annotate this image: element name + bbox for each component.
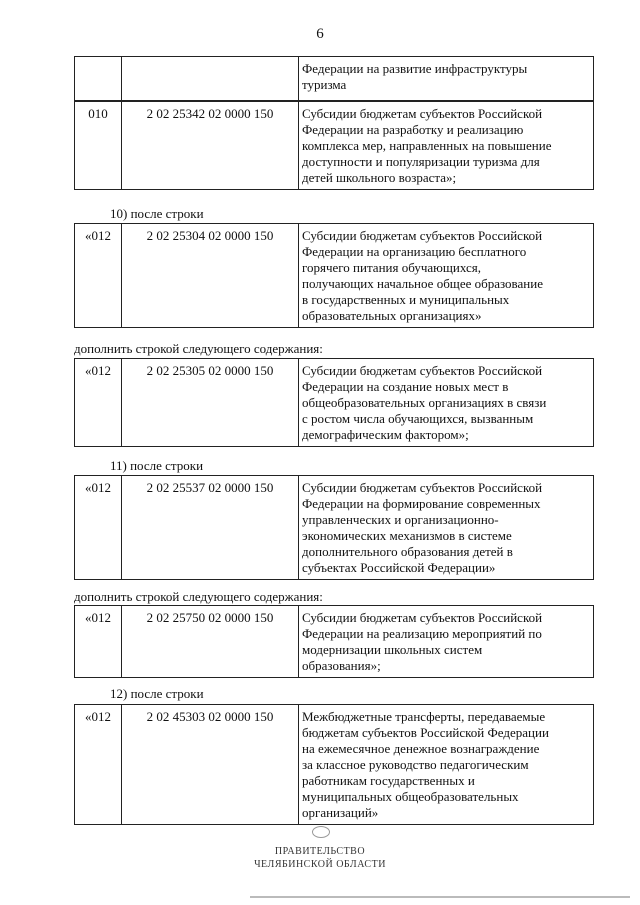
- code-cell: «012: [75, 606, 122, 678]
- table-row: [75, 102, 594, 190]
- description-line: Федерации на формирование современных: [302, 496, 541, 511]
- instruction-item-12: 12) после строки: [110, 686, 204, 701]
- description-line: с ростом числа обучающихся, вызванным: [302, 411, 534, 426]
- table-block-45303: [74, 704, 594, 825]
- instruction-fill-2: дополнить строкой следующего содержания:: [74, 589, 323, 604]
- description-line: Федерации на создание новых мест в: [302, 379, 509, 394]
- description-line: экономических механизмов в системе: [302, 528, 512, 543]
- code-cell: «012: [75, 224, 122, 328]
- description-line: субъектах Российской Федерации»: [302, 560, 496, 575]
- description-line: Субсидии бюджетам субъектов Российской: [302, 610, 543, 625]
- description-cell: [299, 606, 594, 678]
- table-row: [75, 705, 594, 825]
- description-line: работникам государственных и: [302, 773, 475, 788]
- description-line: на ежемесячное денежное вознаграждение: [302, 741, 540, 756]
- seal-mark-icon: [312, 826, 330, 838]
- kbk-cell: 2 02 25750 02 0000 150: [122, 606, 299, 678]
- description-line: образования»;: [302, 658, 381, 673]
- stamp-line-1: ПРАВИТЕЛЬСТВО: [274, 846, 366, 857]
- table-row: [75, 224, 594, 328]
- description-line: за классное руководство педагогическим: [302, 757, 529, 772]
- kbk-cell: 2 02 25305 02 0000 150: [122, 359, 299, 447]
- description-line: модернизации школьных систем: [302, 642, 483, 657]
- description-cell: [299, 57, 594, 101]
- description-line: Субсидии бюджетам субъектов Российской: [302, 228, 543, 243]
- code-cell: [75, 57, 122, 101]
- table-block-25304: [74, 223, 594, 328]
- description-line: Субсидии бюджетам субъектов Российской: [302, 480, 543, 495]
- description-line: Субсидии бюджетам субъектов Российской: [302, 106, 543, 121]
- table-block-25305: [74, 358, 594, 447]
- description-line: туризма: [302, 77, 347, 92]
- code-cell: 010: [75, 102, 122, 190]
- table-row: [75, 359, 594, 447]
- description-line: комплекса мер, направленных на повышение: [302, 138, 552, 153]
- description-line: демографическим фактором»;: [302, 427, 469, 442]
- table-row: [75, 606, 594, 678]
- description-cell: [299, 476, 594, 580]
- instruction-item-10: 10) после строки: [110, 206, 204, 221]
- description-cell: [299, 102, 594, 190]
- description-line: Субсидии бюджетам субъектов Российской: [302, 363, 543, 378]
- instruction-item-11: 11) после строки: [110, 458, 204, 473]
- description-cell: [299, 705, 594, 825]
- description-cell: [299, 359, 594, 447]
- description-line: общеобразовательных организациях в связи: [302, 395, 547, 410]
- kbk-cell: 2 02 45303 02 0000 150: [122, 705, 299, 825]
- code-cell: «012: [75, 476, 122, 580]
- description-line: организаций»: [302, 805, 379, 820]
- scan-edge-divider: [250, 896, 630, 898]
- description-line: горячего питания обучающихся,: [302, 260, 481, 275]
- description-line: управленческих и организационно-: [302, 512, 499, 527]
- description-line: муниципальных общеобразовательных: [302, 789, 519, 804]
- description-line: бюджетам субъектов Российской Федерации: [302, 725, 549, 740]
- description-line: доступности и популяризации туризма для: [302, 154, 540, 169]
- description-line: Межбюджетные трансферты, передаваемые: [302, 709, 546, 724]
- table-block-010: [74, 101, 594, 190]
- description-line: дополнительного образования детей в: [302, 544, 513, 559]
- code-cell: «012: [75, 359, 122, 447]
- kbk-cell: 2 02 25342 02 0000 150: [122, 102, 299, 190]
- description-line: получающих начальное общее образование: [302, 276, 543, 291]
- table-row: [75, 57, 594, 101]
- description-line: Федерации на реализацию мероприятий по: [302, 626, 542, 641]
- description-line: Федерации на разработку и реализацию: [302, 122, 524, 137]
- code-cell: «012: [75, 705, 122, 825]
- description-line: в государственных и муниципальных: [302, 292, 510, 307]
- table-block-25537: [74, 475, 594, 580]
- stamp-line-2: ЧЕЛЯБИНСКОЙ ОБЛАСТИ: [254, 859, 386, 870]
- description-cell: [299, 224, 594, 328]
- table-row: [75, 476, 594, 580]
- table-block-continuation: [74, 56, 594, 101]
- description-line: детей школьного возраста»;: [302, 170, 457, 185]
- kbk-cell: 2 02 25537 02 0000 150: [122, 476, 299, 580]
- kbk-cell: [122, 57, 299, 101]
- table-block-25750: [74, 605, 594, 678]
- description-line: Федерации на развитие инфраструктуры: [302, 61, 528, 76]
- description-line: Федерации на организацию бесплатного: [302, 244, 527, 259]
- instruction-fill-1: дополнить строкой следующего содержания:: [74, 341, 323, 356]
- description-line: образовательных организациях»: [302, 308, 482, 323]
- page-number: 6: [316, 26, 324, 42]
- kbk-cell: 2 02 25304 02 0000 150: [122, 224, 299, 328]
